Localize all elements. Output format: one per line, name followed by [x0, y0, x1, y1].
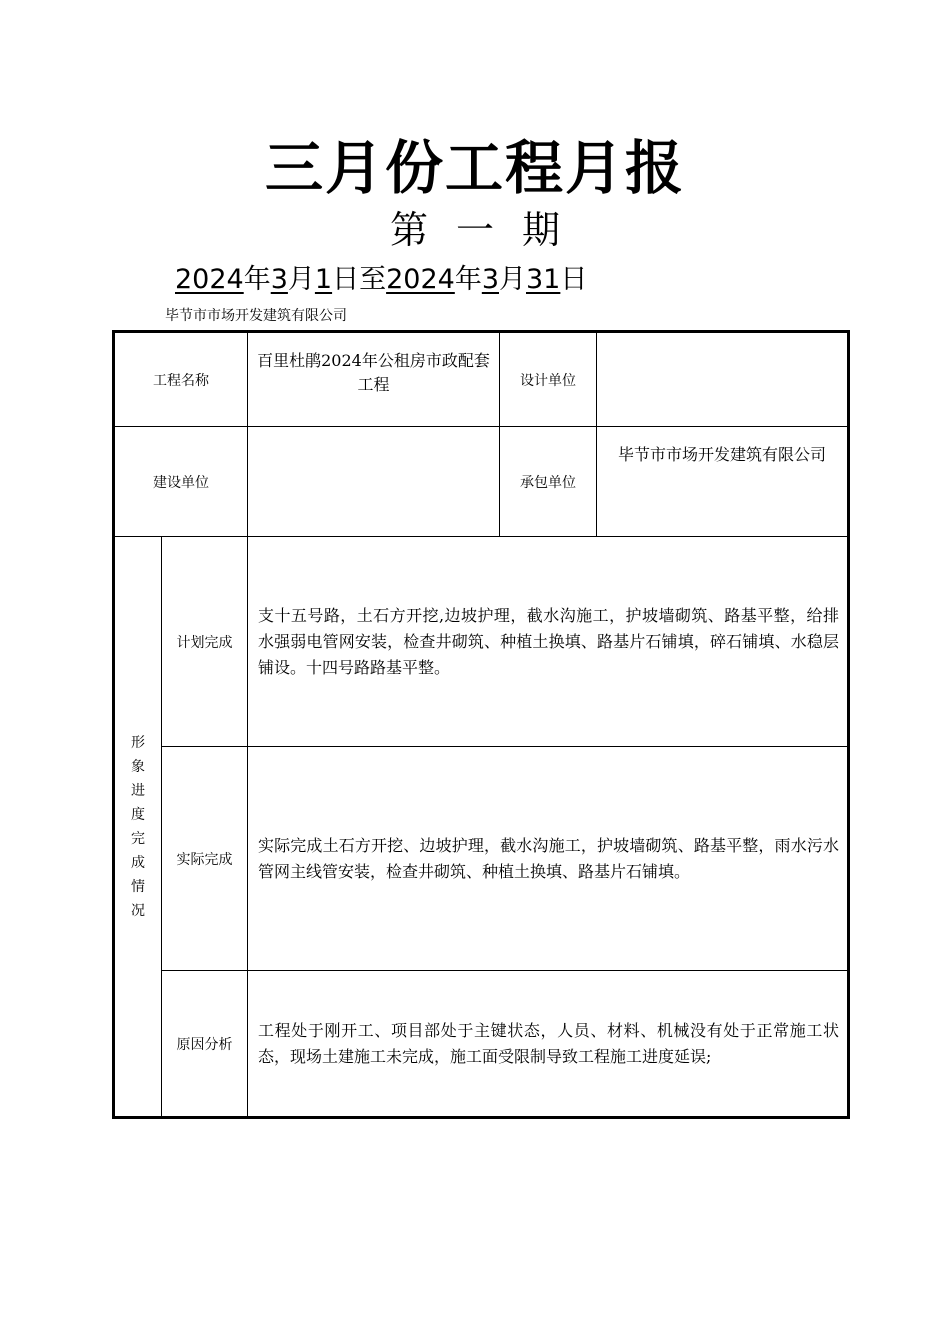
planned-label: 计划完成	[162, 537, 248, 747]
month-char: 月	[499, 264, 526, 295]
progress-label-char: 况	[131, 902, 145, 919]
project-name-value: 百里杜鹃2024年公租房市政配套工程	[248, 332, 500, 427]
progress-section-label	[114, 537, 162, 1118]
progress-label-char: 度	[131, 806, 145, 823]
start-year: 2024	[175, 264, 244, 295]
year-char: 年	[454, 264, 482, 295]
day-char: 日	[560, 264, 588, 295]
progress-label-char: 形	[131, 734, 145, 751]
actual-label: 实际完成	[162, 747, 248, 971]
day-to: 日至	[332, 264, 387, 295]
contractor-label: 承包单位	[500, 427, 597, 537]
design-unit-value	[597, 332, 849, 427]
report-title: 三月份工程月报	[264, 134, 685, 202]
reason-text: 工程处于刚开工、项目部处于主键状态，人员、材料、机械没有处于正常施工状态，现场土建施工未完成，施工面受限制导致工程施工进度延误;	[248, 971, 849, 1118]
year-char: 年	[243, 264, 271, 295]
progress-label-char: 成	[131, 854, 145, 871]
progress-label-char: 完	[131, 830, 145, 847]
progress-label-char: 象	[131, 758, 145, 775]
builder-value	[248, 427, 500, 537]
actual-text: 实际完成土石方开挖、边坡护理，截水沟施工，护坡墙砌筑、路基平整，雨水污水管网主线管安装，检查井砌筑、种植土换填、路基片石铺填。	[248, 747, 849, 971]
progress-label-char: 情	[131, 878, 145, 895]
start-day: 1	[314, 264, 333, 295]
builder-label: 建设单位	[114, 427, 248, 537]
report-table	[112, 330, 850, 1119]
project-name-label: 工程名称	[114, 332, 248, 427]
end-month: 3	[481, 264, 499, 295]
report-period	[175, 260, 587, 300]
reason-label: 原因分析	[162, 971, 248, 1118]
end-year: 2024	[386, 264, 455, 295]
month-char: 月	[287, 264, 315, 295]
start-month: 3	[270, 264, 288, 295]
contractor-value: 毕节市市场开发建筑有限公司	[597, 427, 849, 537]
progress-label-char: 进	[131, 782, 145, 799]
end-day: 31	[526, 264, 561, 295]
company-name: 毕节市市场开发建筑有限公司	[165, 308, 347, 324]
planned-text: 支十五号路，土石方开挖,边坡护理，截水沟施工，护坡墙砌筑、路基平整，给排水强弱电管网安装，检查井砌筑、种植土换填、路基片石铺填，碎石铺填、水稳层铺设。十四号路路基平整。	[248, 537, 849, 747]
issue-number: 第一期	[389, 208, 588, 252]
design-unit-label: 设计单位	[500, 332, 597, 427]
